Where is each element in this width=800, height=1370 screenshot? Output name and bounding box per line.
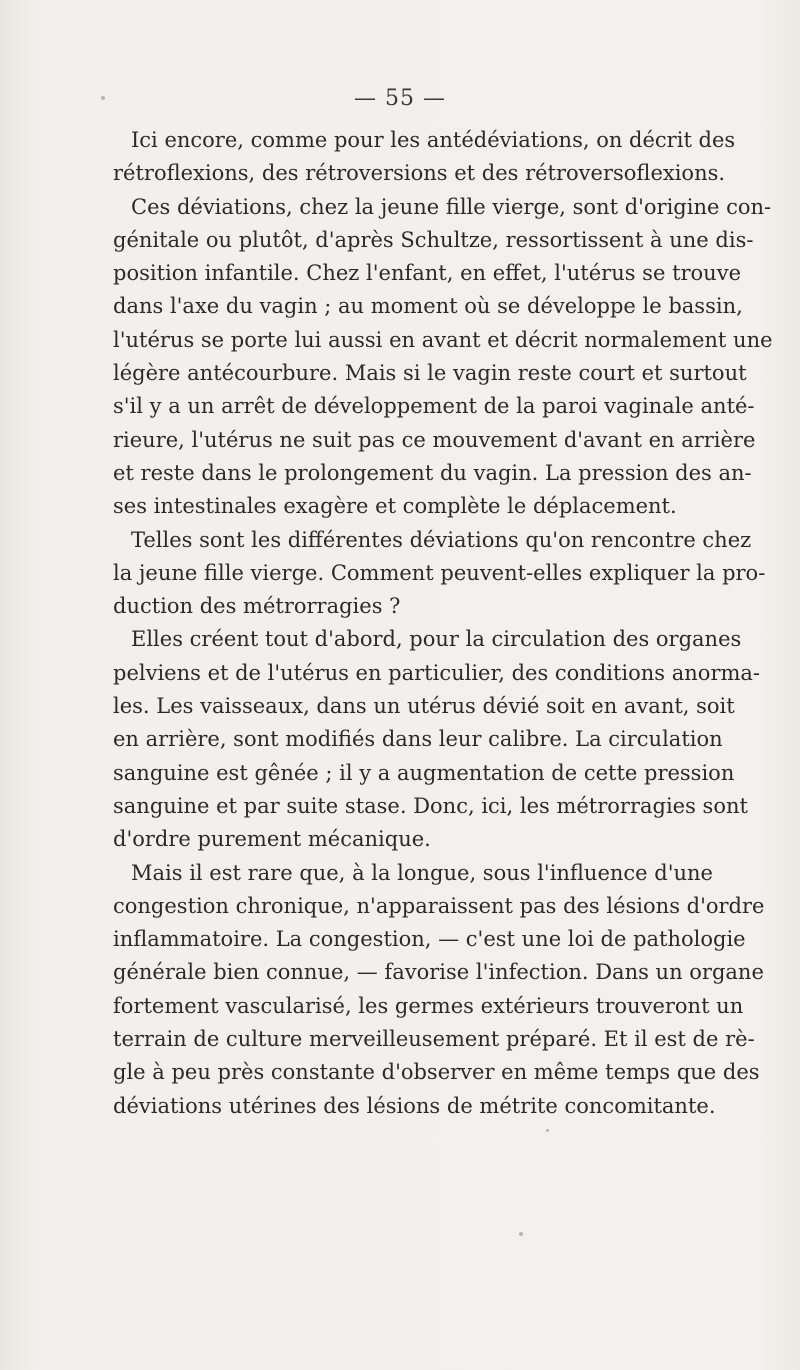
text-line: la jeune fille vierge. Comment peuvent-elles expliquer la pro- <box>113 560 766 585</box>
page-number: — 55 — <box>354 86 446 111</box>
text-line: en arrière, sont modifiés dans leur calibre. La circulation <box>113 727 723 752</box>
text-line: Telles sont les différentes déviations qu'on rencontre chez <box>131 527 752 552</box>
text-line: pelviens et de l'utérus en particulier, des conditions anorma- <box>113 660 761 685</box>
text-line: rieure, l'utérus ne suit pas ce mouvement d'avant en arrière <box>113 427 756 452</box>
text-line: générale bien connue, — favorise l'infection. Dans un organe <box>113 960 764 985</box>
text-line: rétroflexions, des rétroversions et des rétroversoflexions. <box>113 161 726 186</box>
body-text <box>113 124 773 1123</box>
text-line: Elles créent tout d'abord, pour la circulation des organes <box>131 627 742 652</box>
text-line: terrain de culture merveilleusement préparé. Et il est de rè- <box>113 1027 755 1052</box>
text-line: gle à peu près constante d'observer en même temps que des <box>113 1060 760 1085</box>
text-line: Ces déviations, chez la jeune fille vierge, sont d'origine con- <box>131 194 772 219</box>
text-line: fortement vascularisé, les germes extérieurs trouveront un <box>113 993 744 1018</box>
text-line: déviations utérines des lésions de métrite concomitante. <box>113 1093 716 1118</box>
text-line: l'utérus se porte lui aussi en avant et décrit normalement une <box>113 327 773 352</box>
text-line: sanguine et par suite stase. Donc, ici, les métrorragies sont <box>113 793 748 818</box>
text-line: et reste dans le prolongement du vagin. La pression des an- <box>113 460 752 485</box>
text-line: ses intestinales exagère et complète le déplacement. <box>113 494 677 519</box>
text-line: légère antécourbure. Mais si le vagin reste court et surtout <box>113 361 747 386</box>
text-line: position infantile. Chez l'enfant, en effet, l'utérus se trouve <box>113 261 742 286</box>
text-line: génitale ou plutôt, d'après Schultze, ressortissent à une dis- <box>113 227 754 252</box>
text-line: duction des métrorragies ? <box>113 594 401 619</box>
text-line: inflammatoire. La congestion, — c'est une loi de pathologie <box>113 927 746 952</box>
paper-speck <box>101 96 105 100</box>
text-line: d'ordre purement mécanique. <box>113 827 431 852</box>
text-line: les. Les vaisseaux, dans un utérus dévié soit en avant, soit <box>113 694 735 719</box>
text-line: s'il y a un arrêt de développement de la paroi vaginale anté- <box>113 394 755 419</box>
paper-speck <box>519 1232 523 1236</box>
text-line: Mais il est rare que, à la longue, sous l'influence d'une <box>131 860 713 885</box>
text-line: dans l'axe du vagin ; au moment où se développe le bassin, <box>113 294 743 319</box>
text-line: congestion chronique, n'apparaissent pas des lésions d'ordre <box>113 893 765 918</box>
paper-speck <box>546 1129 549 1132</box>
text-line: Ici encore, comme pour les antédéviations, on décrit des <box>131 128 736 152</box>
text-line: sanguine est gênée ; il y a augmentation de cette pression <box>113 760 735 785</box>
